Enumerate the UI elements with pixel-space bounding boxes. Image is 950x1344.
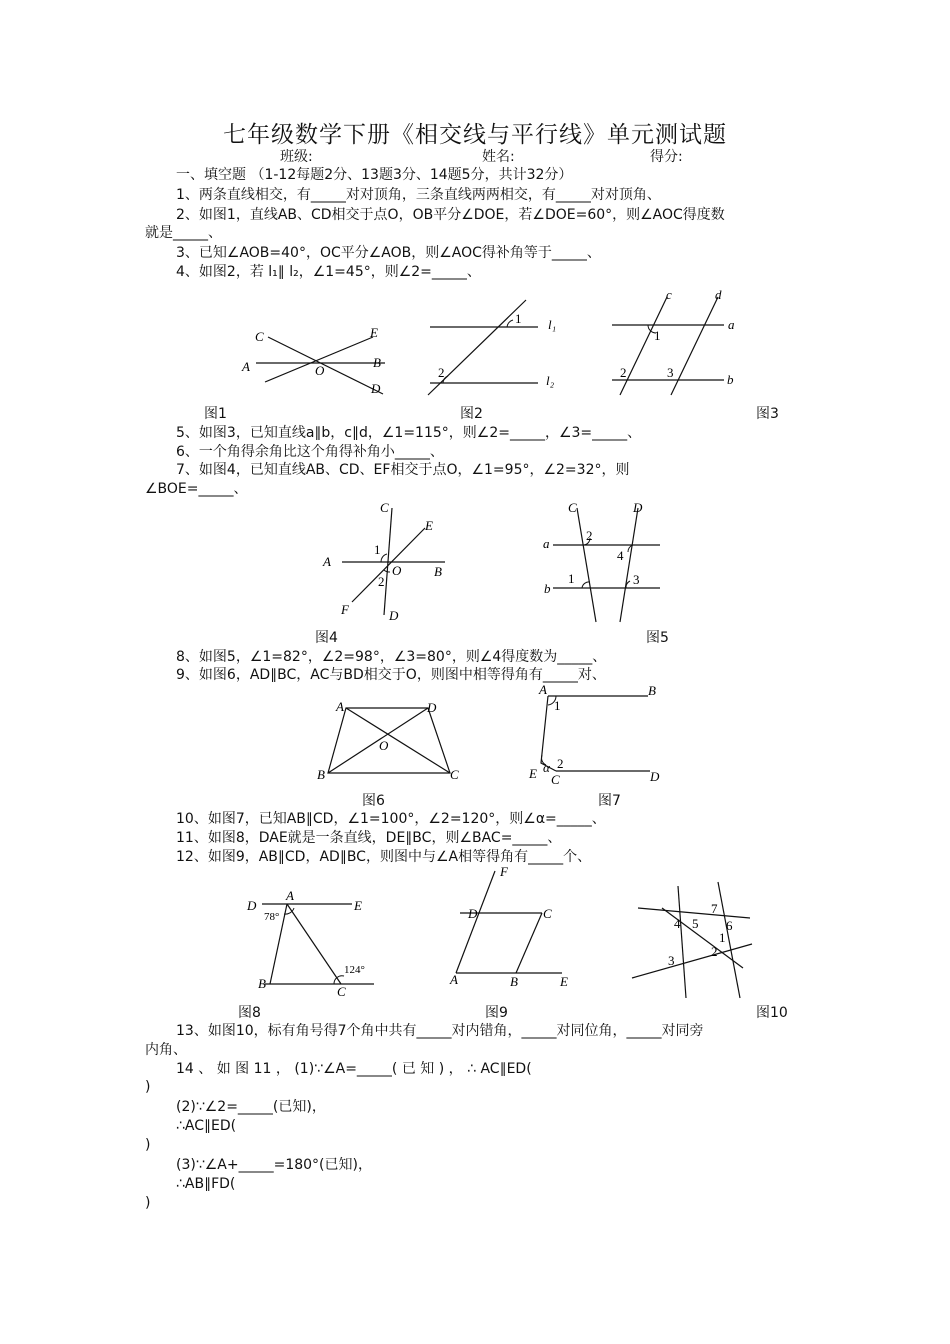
question-10: 10、如图7，已知AB∥CD，∠1=100°，∠2=120°，则∠α=_____、 — [176, 811, 606, 827]
fig1-label-a: A — [242, 359, 250, 374]
fig3-label-a: a — [728, 317, 735, 332]
question-13: 13、如图10，标有角号得7个角中共有_____对内错角，_____对同位角，_____对同旁 — [176, 1023, 704, 1039]
class-label: 班级: — [280, 149, 313, 165]
fig4-label-b: B — [434, 564, 442, 579]
caption-fig2: 图2 — [460, 406, 483, 422]
question-9: 9、如图6，AD∥BC，AC与BD相交于O，则图中相等得角有_____对、 — [176, 667, 606, 683]
question-11: 11、如图8，DAE就是一条直线，DE∥BC，则∠BAC=_____、 — [176, 830, 562, 846]
question-8: 8、如图5，∠1=82°，∠2=98°，∠3=80°，则∠4得度数为_____、 — [176, 649, 607, 665]
fig4-label-a: A — [323, 554, 331, 569]
fig9-label-d: D — [468, 906, 478, 921]
question-14-part-3: (3)∵∠A+_____=180°(已知)， — [176, 1157, 372, 1173]
caption-fig9: 图9 — [485, 1005, 508, 1021]
caption-fig10: 图10 — [756, 1005, 788, 1021]
fig10-angle-5: 5 — [692, 916, 699, 931]
fig7-angle-1: 1 — [554, 698, 561, 713]
fig4-label-o: O — [392, 563, 402, 578]
fig5-label-a: a — [543, 536, 550, 551]
question-14-paren-3: ) — [145, 1195, 151, 1211]
fig1-label-c: C — [255, 329, 264, 344]
fig8-label-c: C — [337, 984, 346, 999]
figure-8 — [246, 888, 374, 999]
figure-2 — [428, 300, 556, 395]
figures-1-3 — [230, 287, 790, 405]
fig7-angle-2: 2 — [557, 756, 564, 771]
question-7: 7、如图4，已知直线AB、CD、EF相交于点O，∠1=95°，∠2=32°，则 — [176, 462, 630, 478]
fig5-label-b: b — [544, 581, 551, 596]
fig3-label-d: d — [715, 287, 722, 302]
question-1: 1、两条直线相交，有_____对对顶角，三条直线两两相交，有_____对对顶角、 — [176, 187, 661, 203]
score-label: 得分: — [650, 149, 683, 165]
question-14-paren-2: ) — [145, 1137, 151, 1153]
fig8-angle-78: 78° — [264, 911, 280, 923]
fig5-angle-3: 3 — [633, 572, 640, 587]
fig10-angle-4: 4 — [674, 916, 681, 931]
fig7-label-b: B — [648, 683, 656, 698]
fig8-label-a: A — [286, 888, 294, 903]
fig9-label-f: F — [500, 864, 508, 879]
question-14-part-2: (2)∵∠2=_____(已知)， — [176, 1099, 326, 1115]
figure-7 — [528, 682, 660, 787]
caption-fig8: 图8 — [238, 1005, 261, 1021]
fig5-label-c: C — [568, 500, 577, 515]
fig8-angle-124: 124° — [344, 964, 365, 976]
section-heading: 一、填空题 （1-12每题2分、13题3分、14题5分，共计32分） — [176, 167, 573, 183]
question-14: 14 、 如 图 11 ， (1)∵∠A=_____( 已 知 ) ， ∴ AC∥ED( — [176, 1061, 532, 1077]
fig6-label-o: O — [379, 738, 389, 753]
fig10-angle-1: 1 — [719, 930, 726, 945]
question-14-part-2-conclusion: ∴AC∥ED( — [176, 1118, 237, 1134]
fig7-label-c: C — [551, 772, 560, 787]
fig4-label-d: D — [389, 608, 399, 623]
name-label: 姓名: — [482, 149, 515, 165]
fig9-label-e: E — [560, 974, 568, 989]
fig9-label-a: A — [450, 972, 458, 987]
fig3-label-c: c — [666, 287, 672, 302]
figures-4-5 — [310, 500, 670, 625]
fig6-label-d: D — [427, 700, 437, 715]
fig7-label-e: E — [529, 766, 537, 781]
fig1-label-o: O — [315, 363, 325, 378]
fig6-label-b: B — [317, 767, 325, 782]
caption-fig7: 图7 — [598, 793, 621, 809]
caption-fig5: 图5 — [646, 630, 669, 646]
fig4-angle-1: 1 — [374, 542, 381, 557]
fig5-angle-4: 4 — [617, 548, 624, 563]
figure-5 — [543, 500, 660, 622]
figures-6-7 — [310, 683, 680, 788]
fig2-angle-1: 1 — [515, 311, 522, 326]
question-14-paren-1: ) — [145, 1079, 151, 1095]
fig5-label-d: D — [633, 500, 643, 515]
fig9-label-b: B — [510, 974, 518, 989]
fig6-label-a: A — [336, 699, 344, 714]
fig7-angle-alpha: α — [543, 760, 550, 775]
fig8-label-d: D — [247, 898, 257, 913]
fig1-label-e: E — [370, 325, 378, 340]
question-5: 5、如图3，已知直线a∥b，c∥d，∠1=115°，则∠2=_____，∠3=_____、 — [176, 425, 642, 441]
figure-10 — [632, 882, 752, 998]
fig8-label-b: B — [258, 976, 266, 991]
question-12: 12、如图9，AB∥CD，AD∥BC，则图中与∠A相等得角有_____个、 — [176, 849, 592, 865]
fig10-angle-2: 2 — [711, 944, 718, 959]
fig2-angle-2: 2 — [438, 365, 445, 380]
fig1-label-b: B — [373, 355, 381, 370]
figures-8-10 — [240, 866, 770, 1001]
fig2-label-l2: l₂ — [546, 373, 555, 388]
fig10-angle-7: 7 — [711, 901, 718, 916]
question-4: 4、如图2，若 l₁∥ l₂，∠1=45°，则∠2=_____、 — [176, 264, 481, 280]
figure-9 — [449, 864, 568, 989]
caption-fig6: 图6 — [362, 793, 385, 809]
fig9-label-c: C — [543, 906, 552, 921]
fig1-label-d: D — [371, 381, 381, 396]
question-2: 2、如图1，直线AB、CD相交于点O，OB平分∠DOE，若∠DOE=60°，则∠AOC得度数 — [176, 207, 725, 223]
fig7-label-a: A — [539, 682, 547, 697]
fig2-label-l1: l₁ — [548, 317, 557, 332]
fig7-label-d: D — [650, 769, 660, 784]
question-13-cont: 内角、 — [145, 1042, 187, 1058]
fig8-label-e: E — [354, 898, 362, 913]
question-2-cont: 就是_____、 — [145, 225, 222, 241]
question-6: 6、一个角得余角比这个角得补角小_____、 — [176, 444, 444, 460]
fig6-label-c: C — [450, 767, 459, 782]
fig4-angle-2: 2 — [378, 574, 385, 589]
fig4-label-f: F — [341, 602, 349, 617]
fig10-angle-3: 3 — [668, 953, 675, 968]
fig5-angle-1: 1 — [568, 571, 575, 586]
question-7-cont: ∠BOE=_____、 — [145, 481, 248, 497]
caption-fig1: 图1 — [204, 406, 227, 422]
figure-6 — [317, 699, 459, 782]
figure-3 — [612, 287, 735, 395]
fig3-label-b: b — [727, 372, 734, 387]
page-title: 七年级数学下册《相交线与平行线》单元测试题 — [223, 122, 727, 148]
fig3-angle-3: 3 — [667, 365, 674, 380]
fig10-angle-6: 6 — [726, 918, 733, 933]
fig4-label-c: C — [380, 500, 389, 515]
figure-1 — [241, 325, 385, 396]
fig5-angle-2: 2 — [586, 528, 593, 543]
caption-fig4: 图4 — [315, 630, 338, 646]
question-14-part-3-conclusion: ∴AB∥FD( — [176, 1176, 236, 1192]
fig4-label-e: E — [425, 518, 433, 533]
question-3: 3、已知∠AOB=40°，OC平分∠AOB，则∠AOC得补角等于_____、 — [176, 245, 601, 261]
fig3-angle-2: 2 — [620, 365, 627, 380]
figure-4 — [322, 500, 445, 623]
fig3-angle-1: 1 — [654, 328, 661, 343]
caption-fig3: 图3 — [756, 406, 779, 422]
